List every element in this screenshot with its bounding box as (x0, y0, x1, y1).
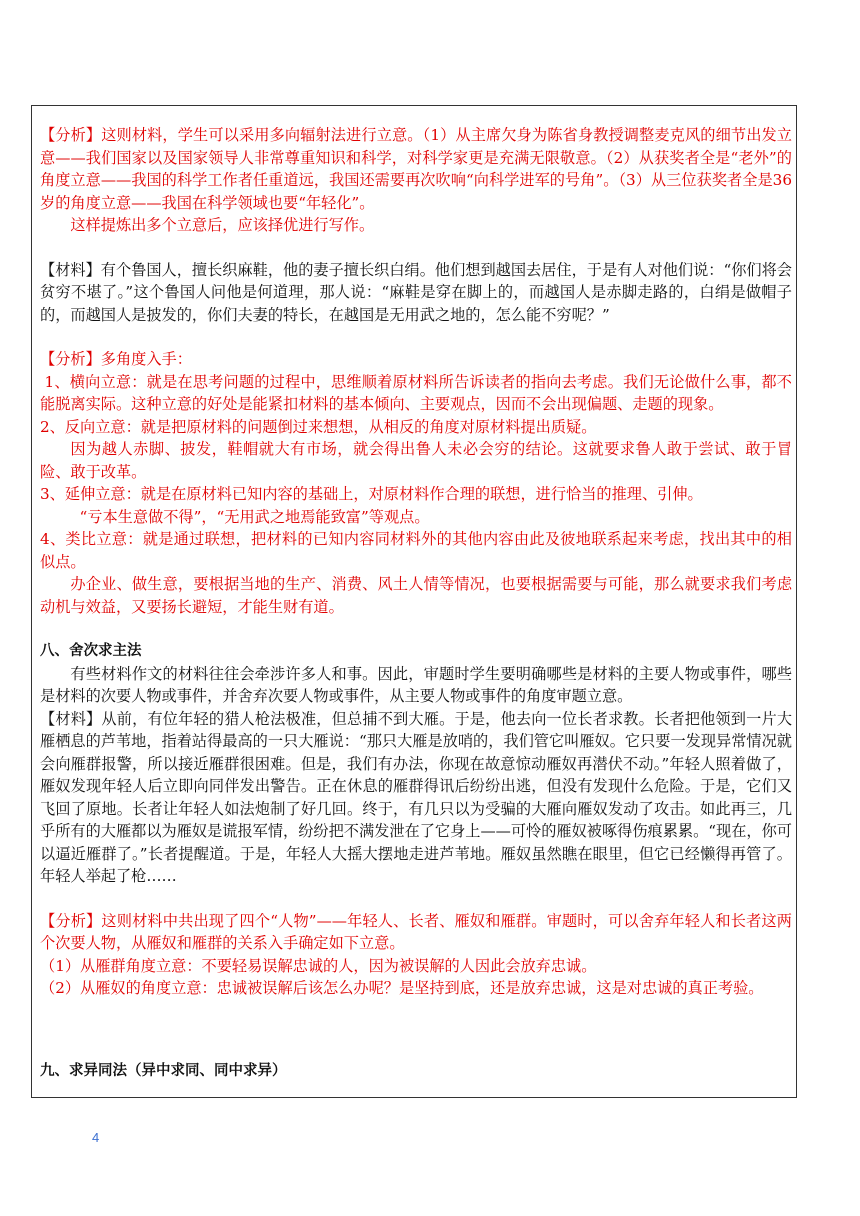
analogy-idea: 4、类比立意：就是通过联想，把材料的已知内容同材料外的其他内容由此及彼地联系起来考虑，找出其中的相似点。 (40, 530, 792, 571)
page-number: 4 (92, 1130, 100, 1145)
section-8-intro: 有些材料作文的材料往往会牵涉许多人和事。因此，审题时学生要明确哪些是材料的主要人物或事件，哪些是材料的次要人物或事件，并舍弃次要人物或事件，从主要人物或事件的角度审题立意。 (40, 664, 792, 705)
analysis-title: 【分析】多角度入手： (40, 350, 192, 368)
section-8-material: 【材料】从前，有位年轻的猎人枪法极准，但总捕不到大雁。于是，他去向一位长者求教。长者把他领到一片大雁栖息的芦苇地，指着站得最高的一只大雁说：“那只大雁是放哨的，我们管它叫雁奴。它只要一发现异常情况就会向雁群报警，所以接近雁群很困难。但是，我们有办法，你现在故意惊动雁奴再潜伏不动。”年轻人照着做了，雁奴发现年轻人后立即向同伴发出警告。正在休息的雁群得讯后纷纷出逃，但没有发现什么危险。于是，它们又飞回了原地。长者让年轻人如法炮制了好几回。终于，有几只以为受骗的大雁向雁奴发动了攻击。如此再三，几乎所有的大雁都以为雁奴是谎报军情，纷纷把不满发泄在了它身上——可怜的雁奴被啄得伤痕累累。“现在，你可以逼近雁群了。”长者提醒道。于是，年轻人大摇大摆地走进芦苇地。雁奴虽然瞧在眼里，但它已经懒得再管了。年轻人举起了枪…… (40, 709, 792, 885)
horizontal-idea: 1、横向立意：就是在思考问题的过程中，思维顺着原材料所告诉读者的指向去考虑。我们无论做什么事，都不能脱离实际。这种立意的好处是能紧扣材料的基本倾向、主要观点，因而不会出现偏题、走题的现象。 (40, 372, 792, 413)
extension-idea: 3、延伸立意：就是在原材料已知内容的基础上，对原材料作合理的联想，进行恰当的推理、引伸。 (40, 485, 703, 503)
section-9-heading: 九、求异同法（异中求同、同中求异） (40, 1062, 287, 1079)
page-content (40, 124, 792, 1082)
reverse-idea: 2、反向立意：就是把原材料的问题倒过来想想，从相反的角度对原材料提出质疑。 (40, 417, 597, 436)
section-8-analysis: 【分析】这则材料中共出现了四个“人物”——年轻人、长者、雁奴和雁群。审题时，可以舍弃年轻人和长者这两个次要人物，从雁奴和雁群的关系入手确定如下立意。 (40, 911, 792, 952)
analysis-conclusion: 这样提炼出多个立意后，应该择优进行写作。 (70, 216, 375, 234)
reverse-idea-detail: 因为越人赤脚、披发，鞋帽就大有市场，就会得出鲁人未必会穷的结论。这就要求鲁人敢于尝试、敢于冒险、敢于改革。 (40, 440, 792, 481)
material-paragraph: 【材料】有个鲁国人，擅长织麻鞋，他的妻子擅长织白绢。他们想到越国去居住，于是有人对他们说：“你们将会贫穷不堪了。”这个鲁国人问他是何道理，那人说：“麻鞋是穿在脚上的，而越国人是赤脚走路的，白绢是做帽子的，而越国人是披发的，你们夫妻的特长，在越国是无用武之地的，怎么能不穷呢？” (40, 260, 792, 324)
extension-idea-detail: “亏本生意做不得”，“无用武之地焉能致富”等观点。 (79, 507, 430, 526)
analogy-idea-detail: 办企业、做生意，要根据当地的生产、消费、风土人情等情况，也要根据需要与可能，那么就要求我们考虑动机与效益，又要扬长避短，才能生财有道。 (40, 575, 792, 616)
section-8-point-2: （2）从雁奴的角度立意：忠诚被误解后该怎么办呢？是坚持到底，还是放弃忠诚，这是对忠诚的真正考验。 (40, 979, 764, 997)
section-8-heading: 八、舍次求主法 (40, 643, 142, 659)
section-8-point-1: （1）从雁群角度立意：不要轻易误解忠诚的人，因为被误解的人因此会放弃忠诚。 (40, 956, 597, 975)
analysis-paragraph: 【分析】这则材料，学生可以采用多向辐射法进行立意。（1）从主席欠身为陈省身教授调整麦克风的细节出发立意——我们国家以及国家领导人非常尊重知识和科学，对科学家更是充满无限敬意。（2）从获奖者全是“老外”的角度立意——我国的科学工作者任重道远，我国还需要再次吹响“向科学进军的号角”。（3）从三位获奖者全是36岁的角度立意——我国在科学领域也要“年轻化”。 (40, 126, 792, 212)
